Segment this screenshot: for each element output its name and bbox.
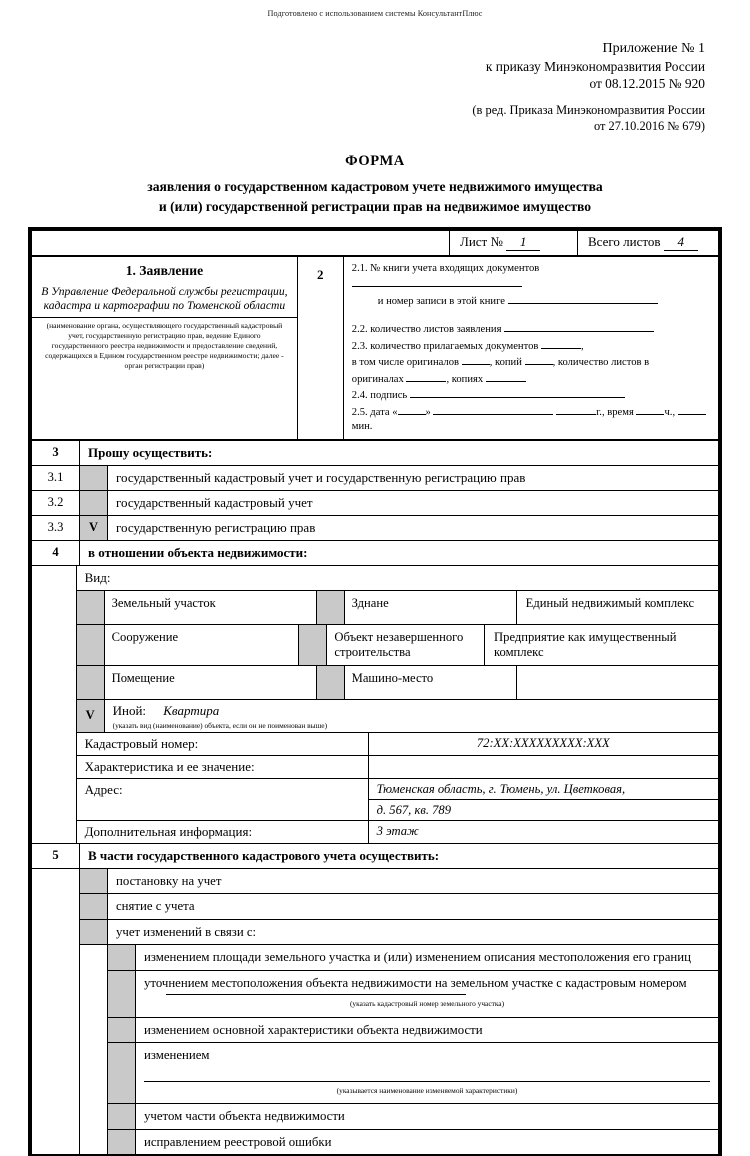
section-4-header-row — [32, 541, 718, 566]
section-4-index: 4 — [32, 541, 80, 565]
label-structure: Сооружение — [105, 625, 299, 665]
label-characteristic: Характеристика и ее значение: — [77, 756, 369, 778]
section-5-sub-content — [108, 945, 718, 1154]
checkbox-area-change[interactable] — [108, 945, 136, 970]
line-2-3-label: 2.3. количество прилагаемых документов — [352, 341, 539, 352]
hint-changed-characteristic: (указывается наименование изменяемой характеристики) — [144, 1082, 710, 1100]
vid-cell-unfinished[interactable] — [299, 625, 485, 665]
line-2-2 — [352, 321, 710, 338]
sub-row-main-characteristic[interactable] — [108, 1018, 718, 1044]
label-building: Зднане — [345, 591, 516, 624]
label-3-1: государственный кадастровый учет и государственную регистрацию прав — [108, 466, 718, 490]
edition-line-2: от 27.10.2016 № 679) — [0, 118, 705, 134]
copies-label: , копий — [490, 357, 522, 368]
signature-input[interactable] — [410, 387, 625, 398]
vid-row-other[interactable] — [77, 700, 718, 733]
label-unfinished: Объект незавершенного строительства — [327, 625, 484, 665]
attached-docs-input[interactable] — [541, 338, 581, 349]
vid-label: Вид: — [77, 566, 718, 591]
row-index-3-2: 3.2 — [32, 491, 80, 515]
date-year-input[interactable] — [556, 404, 596, 415]
book-number-input[interactable] — [352, 276, 522, 287]
originals-label: в том числе оригиналов — [352, 357, 459, 368]
line-2-5 — [352, 404, 710, 435]
hours-label: ч., — [664, 407, 675, 418]
label-premises: Помещение — [105, 666, 316, 699]
sheet-blank-cell — [32, 231, 450, 255]
label-location-refinement-text: уточнением местоположения объекта недвижимости на земельном участке с кадастровым номером — [144, 975, 710, 992]
vid-cell-land-plot[interactable] — [77, 591, 317, 624]
in-originals-label: оригиналах — [352, 374, 404, 385]
checkbox-structure[interactable] — [77, 625, 105, 665]
date-day-input[interactable] — [398, 404, 426, 415]
line-2-3: 2.3. количество прилагаемых документов , — [352, 338, 710, 355]
section-4-title: в отношении объекта недвижимости: — [80, 541, 718, 565]
label-changes: учет изменений в связи с: — [108, 920, 718, 945]
date-month-input[interactable] — [433, 404, 553, 415]
appendix-reference — [0, 40, 750, 134]
label-registration: постановку на учет — [108, 869, 718, 894]
vid-cell-structure[interactable] — [77, 625, 300, 665]
checkbox-parking[interactable] — [317, 666, 345, 699]
value-cadastral-number[interactable]: 72:XX:XXXXXXXXX:XXX — [369, 733, 718, 755]
attribute-row-characteristic — [77, 756, 718, 779]
section-5-body — [32, 869, 718, 1155]
label-main-characteristic: изменением основной характеристики объекта недвижимости — [136, 1018, 718, 1043]
vid-row-1 — [77, 591, 718, 625]
total-sheets-value: 4 — [664, 234, 698, 251]
section-5-sub-block — [80, 945, 718, 1154]
vid-cell-unified-complex[interactable] — [517, 591, 718, 624]
vid-cell-empty — [517, 666, 718, 699]
row-index-3-1: 3.1 — [32, 466, 80, 490]
label-part-accounting: учетом части объекта недвижимости — [136, 1104, 718, 1129]
line-2-1-a — [352, 262, 710, 293]
checkbox-change[interactable] — [108, 1043, 136, 1103]
checkbox-registration[interactable] — [80, 869, 108, 894]
section-5-row-deregistration[interactable] — [80, 894, 718, 920]
vid-cell-premises[interactable] — [77, 666, 317, 699]
vid-row-3 — [77, 666, 718, 700]
checkbox-deregistration[interactable] — [80, 894, 108, 919]
section-5-gutter — [32, 869, 80, 1155]
checkbox-unfinished[interactable] — [299, 625, 327, 665]
section-5-sub-gutter — [80, 945, 108, 1154]
minutes-label: мин. — [352, 421, 373, 432]
label-address-text: Адрес: — [85, 782, 123, 797]
record-number-input[interactable] — [508, 293, 658, 304]
vid-row-2 — [77, 625, 718, 666]
section-5-header-row — [32, 844, 718, 869]
label-address — [77, 779, 369, 820]
label-empty — [517, 666, 718, 699]
label-location-refinement — [136, 971, 718, 1017]
other-body — [105, 700, 718, 732]
appendix-order-line: к приказу Минэкономразвития России — [0, 58, 705, 76]
line-2-1-b — [352, 293, 710, 310]
section-2-index: 2 — [298, 257, 344, 439]
attribute-row-cadastral-number — [77, 733, 718, 756]
section-3-row-1[interactable] — [32, 466, 718, 491]
section-3-row-2[interactable] — [32, 491, 718, 516]
registration-body-input[interactable]: В Управление Федеральной службы регистрации, кадастра и картографии по Тюменской области — [32, 285, 297, 318]
sheets-count-label: , количество листов в — [553, 357, 650, 368]
checkbox-3-2[interactable] — [80, 491, 108, 515]
signature-label: 2.4. подпись — [352, 390, 407, 401]
originals-input[interactable] — [462, 354, 490, 365]
line-2-1-b-label: и номер записи в этой книге — [378, 296, 505, 307]
sheet-number-row — [32, 231, 718, 257]
checkbox-3-3[interactable]: V — [80, 516, 108, 540]
label-change-text: изменением — [144, 1047, 710, 1064]
hint-cadastral-number: (указать кадастровый номер земельного участка) — [144, 995, 710, 1013]
value-address[interactable] — [369, 779, 718, 820]
total-sheets-label: Всего листов — [588, 234, 661, 249]
date-label: 2.5. дата « — [352, 407, 398, 418]
checkbox-premises[interactable] — [77, 666, 105, 699]
section-3-row-3[interactable] — [32, 516, 718, 541]
spacer — [352, 309, 710, 321]
vid-cell-enterprise[interactable] — [485, 625, 718, 665]
sub-row-change[interactable] — [108, 1043, 718, 1104]
value-address-line-1: Тюменская область, г. Тюмень, ул. Цветковая, — [369, 779, 718, 800]
checkbox-3-1[interactable] — [80, 466, 108, 490]
label-enterprise: Предприятие как имущественный комплекс — [485, 625, 718, 665]
section-3-header-row — [32, 441, 718, 466]
vid-cell-parking[interactable] — [317, 666, 517, 699]
section-2-block — [344, 257, 718, 439]
section-1-block — [32, 257, 298, 439]
label-extra-info: Дополнительная информация: — [77, 821, 369, 843]
form-title — [0, 153, 750, 217]
section-5-content — [80, 869, 718, 1155]
label-3-3: государственную регистрацию прав — [108, 516, 718, 540]
section-3-index: 3 — [32, 441, 80, 465]
consultant-plus-watermark: Подготовлено с использованием системы КонсультантПлюс — [0, 0, 750, 18]
attribute-row-address — [77, 779, 718, 821]
appendix-number: Приложение № 1 — [0, 40, 705, 58]
label-cadastral-number: Кадастровый номер: — [77, 733, 369, 755]
section-4-gutter — [32, 566, 77, 843]
label-error-correction: исправлением реестровой ошибки — [136, 1130, 718, 1155]
value-characteristic[interactable] — [369, 756, 718, 778]
label-land-plot: Земельный участок — [105, 591, 316, 624]
appendix-order-date: от 08.12.2015 № 920 — [0, 75, 705, 93]
other-label: Иной: — [113, 703, 146, 718]
other-line — [113, 703, 710, 719]
sheet-number-field[interactable] — [450, 231, 578, 255]
line-2-2-label: 2.2. количество листов заявления — [352, 324, 502, 335]
checkbox-changes[interactable] — [80, 920, 108, 945]
sub-row-location-refinement[interactable] — [108, 971, 718, 1018]
date-quote: » — [426, 407, 431, 418]
sheet-number-value: 1 — [506, 234, 540, 251]
form-table — [30, 229, 720, 1156]
vid-cell-building[interactable] — [317, 591, 517, 624]
section-1-hint: (наименование органа, осуществляющего государственный кадастровый учет, государственную регистрацию прав, ведение Единого государственного реестра недвижимости и предоставление сведений, содержащихся в Едином государственном реестре недвижимости; далее - орган регистрации прав) — [32, 318, 297, 376]
time-minute-input[interactable] — [678, 404, 706, 415]
checkbox-error-correction[interactable] — [108, 1130, 136, 1155]
checkbox-other[interactable]: V — [77, 700, 105, 732]
section-5-index: 5 — [32, 844, 80, 868]
section-5-title: В части государственного кадастрового учета осуществить: — [80, 844, 718, 868]
section-5-row-changes[interactable] — [80, 920, 718, 946]
label-3-2: государственный кадастровый учет — [108, 491, 718, 515]
form-title-word: ФОРМА — [0, 153, 750, 170]
sheet-number-label: Лист № — [460, 234, 503, 249]
line-2-3-c — [352, 371, 710, 388]
checkbox-building[interactable] — [317, 591, 345, 624]
form-title-line-2: и (или) государственной регистрации прав на недвижимое имущество — [0, 197, 750, 217]
section-5-row-registration[interactable] — [80, 869, 718, 895]
attribute-row-extra-info — [77, 821, 718, 843]
line-2-3-b — [352, 354, 710, 371]
line-2-1-a-label: 2.1. № книги учета входящих документов — [352, 263, 540, 274]
section-4-content — [77, 566, 718, 843]
checkbox-main-characteristic[interactable] — [108, 1018, 136, 1043]
time-label: г., время — [596, 407, 634, 418]
edition-line-1: (в ред. Приказа Минэкономразвития России — [0, 102, 705, 118]
in-copies-label: , копиях — [446, 374, 483, 385]
label-parking: Машино-место — [345, 666, 516, 699]
line-2-4 — [352, 387, 710, 404]
label-area-change: изменением площади земельного участка и (или) изменением описания местоположения его границ — [136, 945, 718, 970]
label-deregistration: снятие с учета — [108, 894, 718, 919]
sheets-in-copies-input[interactable] — [486, 371, 526, 382]
section-1-title: 1. Заявление — [32, 257, 297, 285]
sub-row-error-correction[interactable] — [108, 1130, 718, 1155]
row-index-3-3: 3.3 — [32, 516, 80, 540]
other-value[interactable]: Квартира — [149, 703, 219, 718]
copies-input[interactable] — [525, 354, 553, 365]
checkbox-location-refinement[interactable] — [108, 971, 136, 1017]
sub-row-part-accounting[interactable] — [108, 1104, 718, 1130]
checkbox-part-accounting[interactable] — [108, 1104, 136, 1129]
sheets-in-originals-input[interactable] — [406, 371, 446, 382]
checkbox-land-plot[interactable] — [77, 591, 105, 624]
total-sheets-field[interactable] — [578, 231, 718, 255]
section-3-title: Прошу осуществить: — [80, 441, 718, 465]
sub-row-area-change[interactable] — [108, 945, 718, 971]
other-hint: (указать вид (наименование) объекта, если он не поименован выше) — [113, 719, 710, 730]
value-address-line-2: д. 567, кв. 789 — [369, 800, 718, 820]
form-title-line-1: заявления о государственном кадастровом учете недвижимого имущества — [0, 177, 750, 197]
section-1-2-row — [32, 257, 718, 441]
application-sheets-input[interactable] — [504, 321, 654, 332]
time-hour-input[interactable] — [636, 404, 664, 415]
value-extra-info[interactable]: 3 этаж — [369, 821, 718, 843]
section-4-vid-block — [32, 566, 718, 844]
label-unified-complex: Единый недвижимый комплекс — [517, 591, 718, 624]
label-change — [136, 1043, 718, 1103]
